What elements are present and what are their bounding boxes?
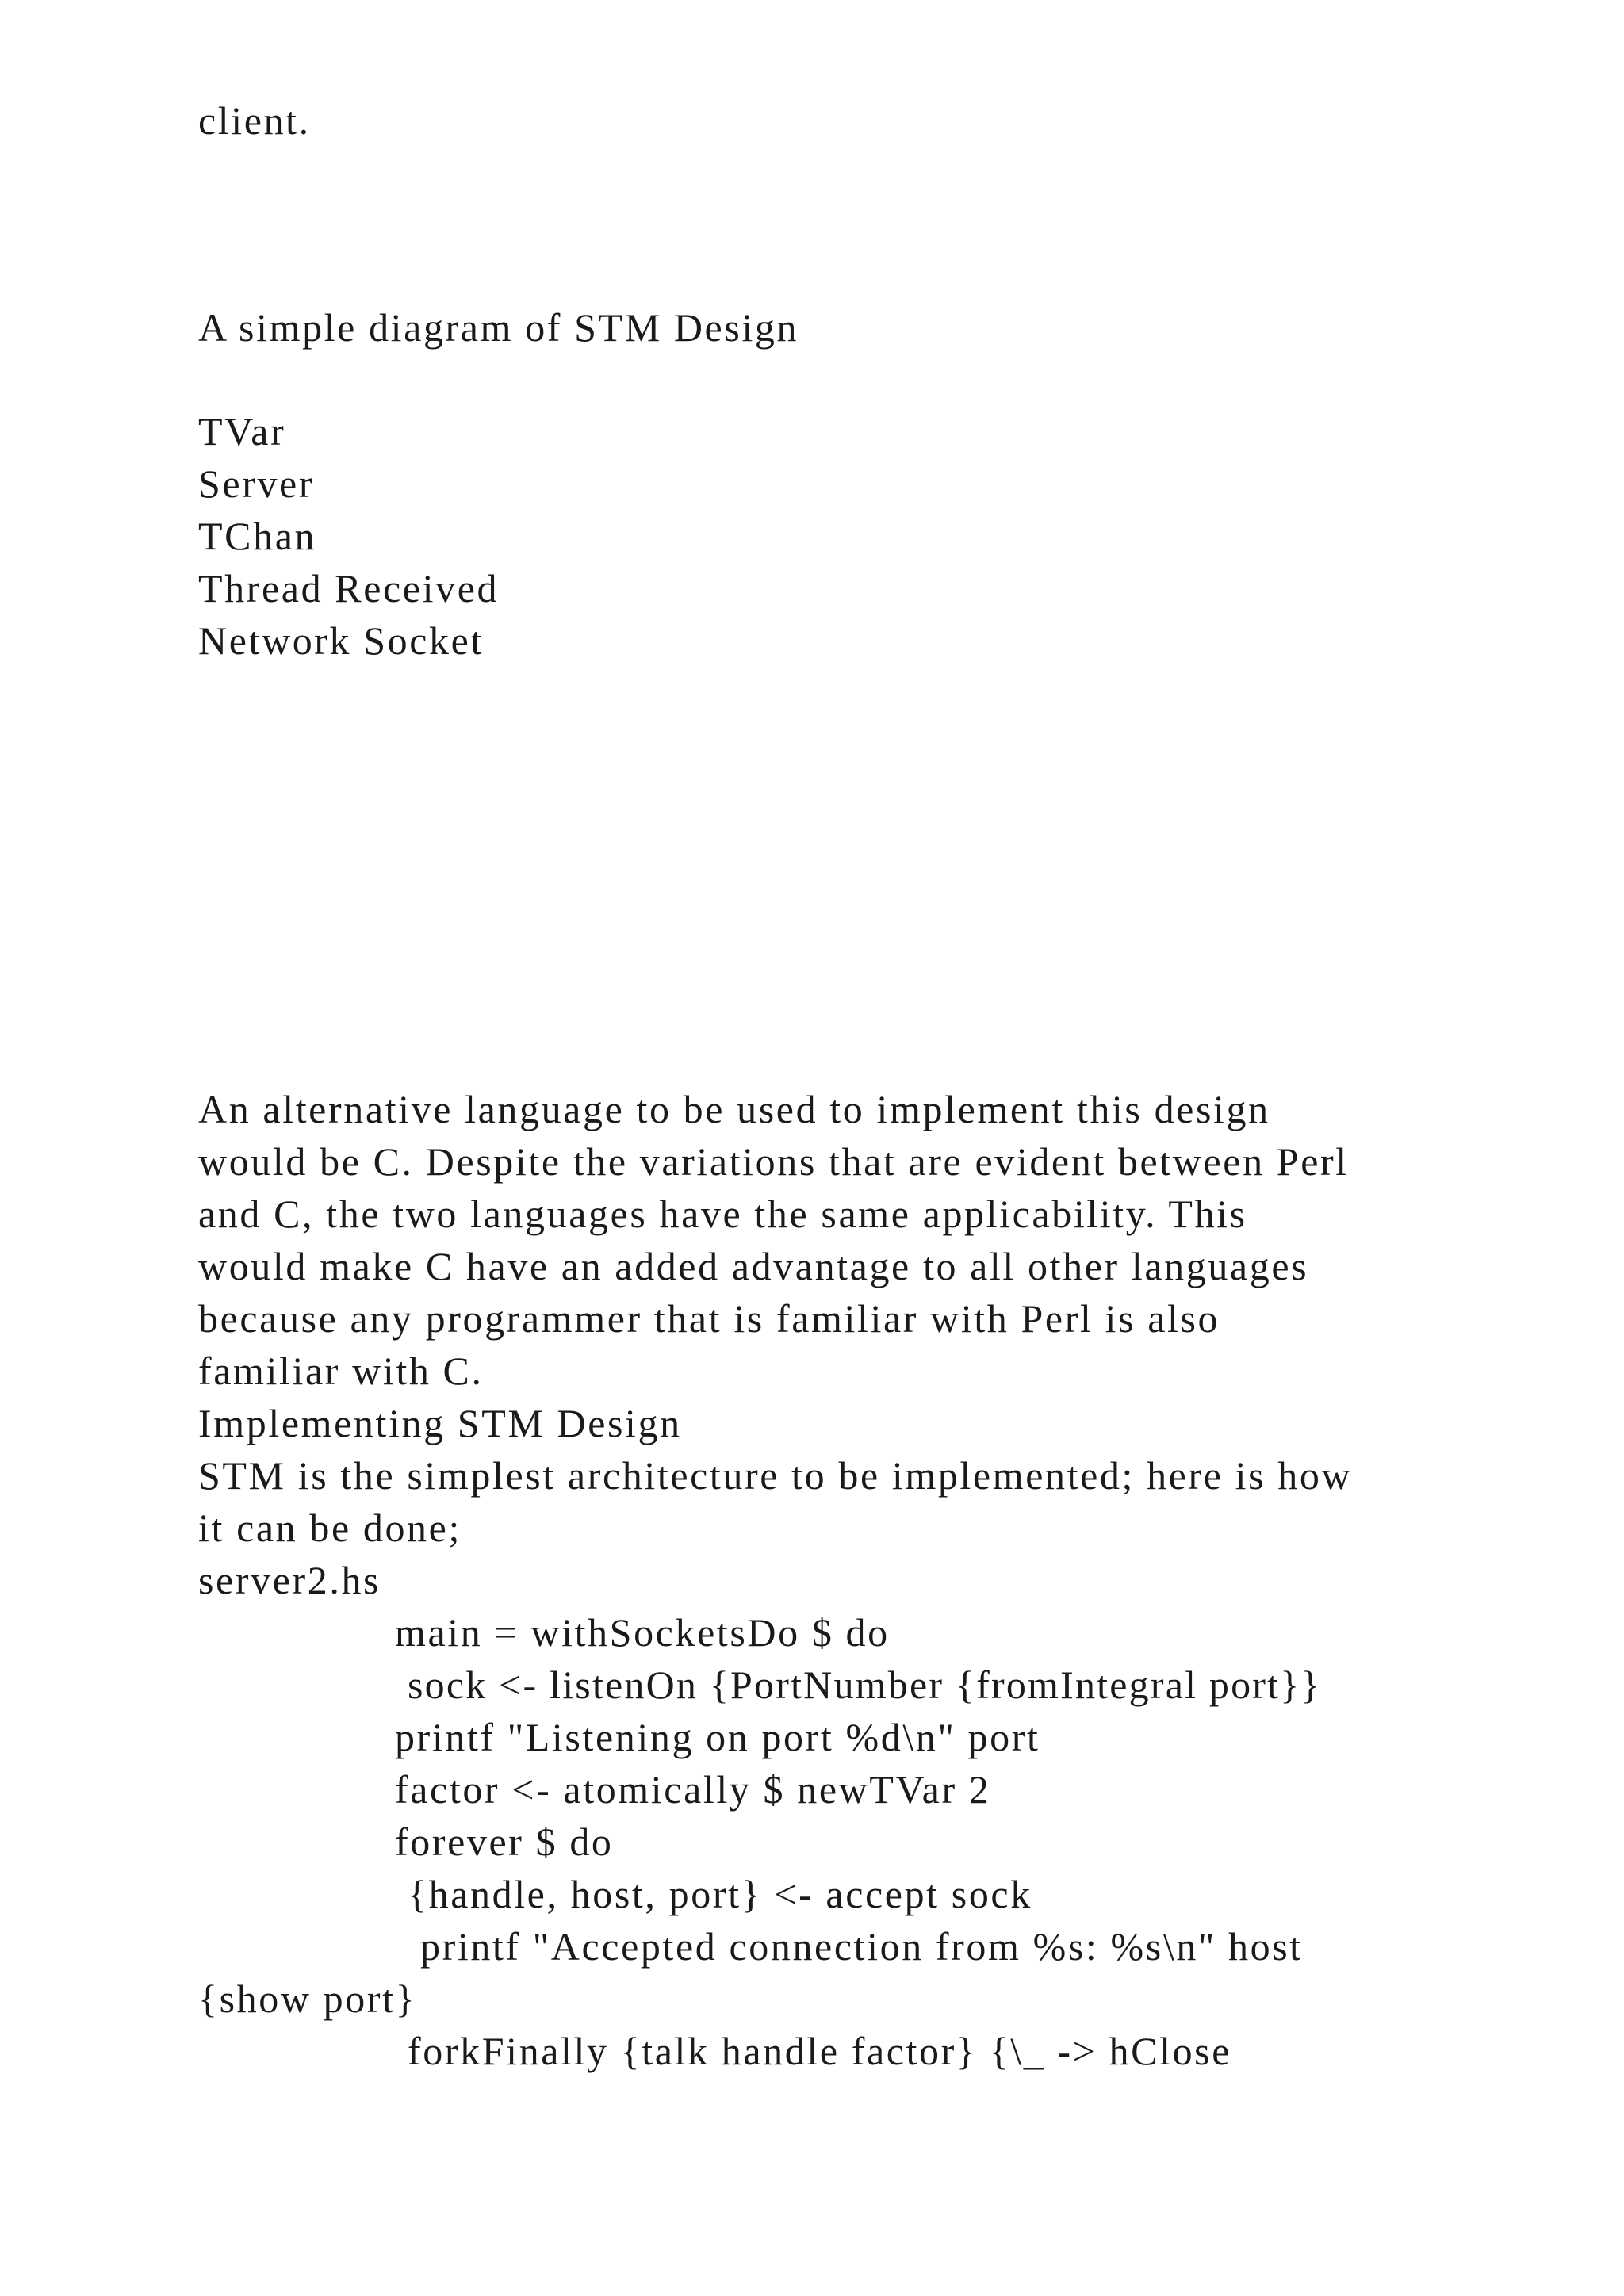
paragraph-line: because any programmer that is familiar with Perl is also bbox=[198, 1296, 1220, 1341]
diagram-label-tchan: TChan bbox=[198, 514, 317, 558]
code-line: printf "Accepted connection from %s: %s\n" host bbox=[420, 1924, 1303, 1969]
text-fragment: client. bbox=[198, 98, 311, 143]
paragraph-line: An alternative language to be used to implement this design bbox=[198, 1087, 1270, 1131]
paragraph-line: would be C. Despite the variations that are evident between Perl bbox=[198, 1139, 1349, 1184]
diagram-label-server: Server bbox=[198, 461, 315, 506]
code-line: factor <- atomically $ newTVar 2 bbox=[395, 1767, 991, 1812]
code-line-wrap: {show port} bbox=[198, 1976, 417, 2021]
intro-line: STM is the simplest architecture to be implemented; here is how bbox=[198, 1453, 1353, 1498]
code-filename: server2.hs bbox=[198, 1558, 381, 1602]
code-line: main = withSocketsDo $ do bbox=[395, 1610, 890, 1655]
section-heading: Implementing STM Design bbox=[198, 1401, 682, 1445]
code-line: {handle, host, port} <- accept sock bbox=[408, 1872, 1032, 1916]
code-line: forkFinally {talk handle factor} {\_ -> hClose bbox=[408, 2029, 1232, 2073]
intro-line: it can be done; bbox=[198, 1506, 462, 1550]
code-line: forever $ do bbox=[395, 1820, 614, 1864]
code-line: printf "Listening on port %d\n" port bbox=[395, 1715, 1040, 1759]
paragraph-line: and C, the two languages have the same applicability. This bbox=[198, 1192, 1247, 1236]
code-line: sock <- listenOn {PortNumber {fromIntegral port}} bbox=[408, 1663, 1322, 1707]
paragraph-line: familiar with C. bbox=[198, 1349, 484, 1393]
diagram-label-thread-received: Thread Received bbox=[198, 566, 500, 610]
diagram-label-tvar: TVar bbox=[198, 409, 286, 453]
paragraph-line: would make C have an added advantage to all other languages bbox=[198, 1244, 1309, 1288]
diagram-heading: A simple diagram of STM Design bbox=[198, 305, 799, 350]
diagram-label-network-socket: Network Socket bbox=[198, 618, 484, 663]
